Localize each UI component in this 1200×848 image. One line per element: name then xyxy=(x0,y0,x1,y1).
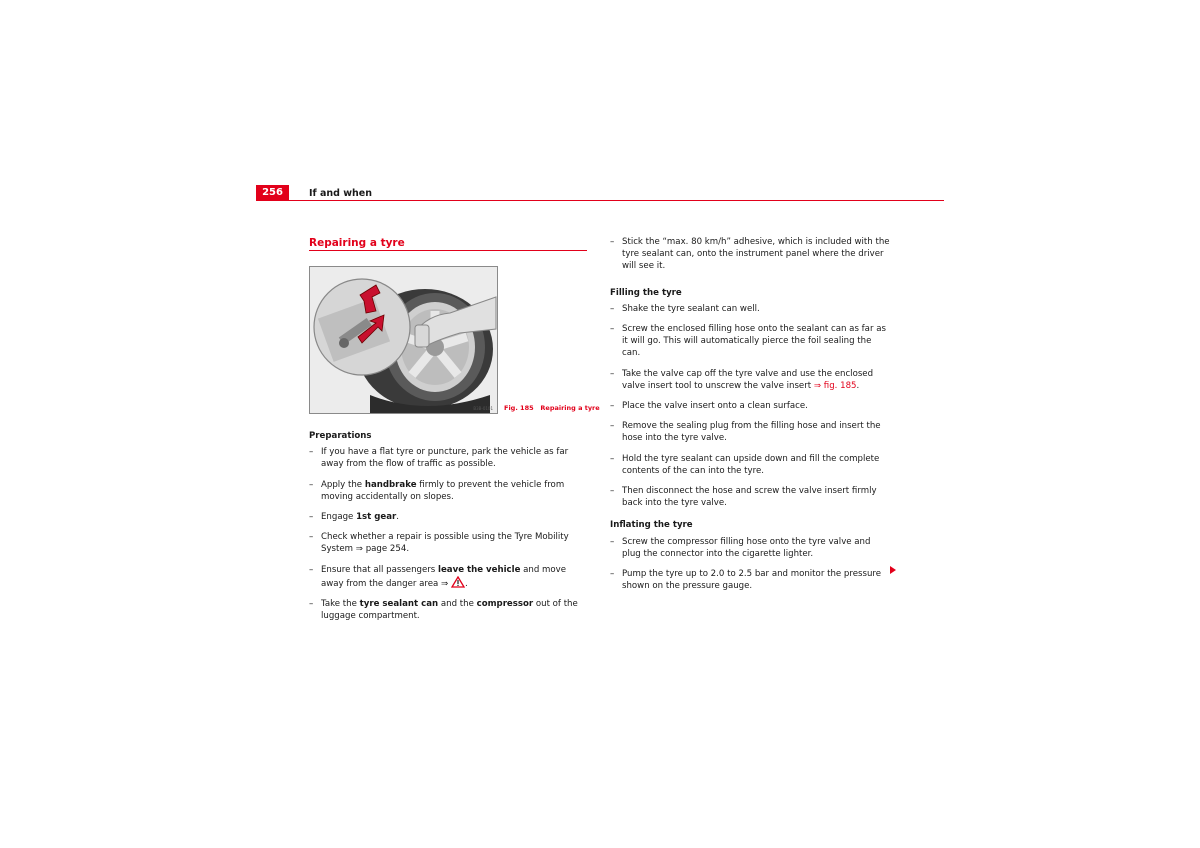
list-item: – Screw the compressor filling hose onto the tyre valve and plug the connector into the cigarette lighter. xyxy=(610,536,871,559)
figure-code: B3B-0101 xyxy=(473,406,493,411)
figure-caption: Fig. 185 Repairing a tyre xyxy=(504,404,600,412)
list-item: – Apply the handbrake firmly to prevent the vehicle from moving accidentally on slopes. xyxy=(309,479,565,502)
list-item: – Pump the tyre up to 2.0 to 2.5 bar and monitor the pressure shown on the pressure gauge. xyxy=(610,569,882,592)
figure-185-illustration xyxy=(309,266,498,414)
list-item: – Check whether a repair is possible using the Tyre Mobility System ⇒ page 254. xyxy=(309,532,569,555)
right-column xyxy=(610,236,890,600)
list-item: – Stick the “max. 80 km/h” adhesive, which is included with the tyre sealant can, onto the instrument panel where the driver will see it. xyxy=(610,237,890,272)
page-reference-link[interactable]: ⇒ page 254 xyxy=(355,544,407,555)
list-item: – Remove the sealing plug from the filling hose and insert the hose into the tyre valve. xyxy=(610,421,881,444)
inflating-heading: Inflating the tyre xyxy=(610,520,693,531)
list-item: – Take the valve cap off the tyre valve and use the enclosed valve insert tool to unscrew the valve insert ⇒ fig. 185. xyxy=(610,368,874,391)
page-number: 256 xyxy=(256,185,289,201)
warning-reference-link[interactable]: ⇒ xyxy=(441,578,449,589)
list-item: – Engage 1st gear. xyxy=(309,512,400,523)
list-item: – Place the valve insert onto a clean surface. xyxy=(610,401,808,412)
list-item: – Ensure that all passengers leave the vehicle and move away from the danger area ⇒ . xyxy=(309,564,567,589)
list-item: – Then disconnect the hose and screw the valve insert firmly back into the tyre valve. xyxy=(610,486,877,509)
filling-heading: Filling the tyre xyxy=(610,287,682,298)
chapter-title: If and when xyxy=(309,188,373,199)
section-divider xyxy=(309,250,587,251)
preparations-heading: Preparations xyxy=(309,431,372,441)
list-item: – Take the tyre sealant can and the compressor out of the luggage compartment. xyxy=(309,599,578,622)
figure-reference-link[interactable]: ⇒ fig. 185 xyxy=(813,380,857,391)
tyre-repair-illustration xyxy=(310,267,497,413)
left-column xyxy=(309,430,589,630)
continue-arrow-icon[interactable] xyxy=(890,566,896,574)
section-title: Repairing a tyre xyxy=(309,237,405,249)
list-item: – Screw the enclosed filling hose onto the sealant can as far as it will go. This will automatically pierce the foil sealing the can. xyxy=(610,324,886,359)
header-divider xyxy=(289,200,944,201)
list-item: – If you have a flat tyre or puncture, park the vehicle as far away from the flow of traffic as possible. xyxy=(309,447,569,470)
list-item: – Hold the tyre sealant can upside down and fill the complete contents of the can into the tyre. xyxy=(610,453,880,476)
list-item: – Shake the tyre sealant can well. xyxy=(610,303,760,314)
warning-triangle-icon[interactable] xyxy=(451,576,465,588)
